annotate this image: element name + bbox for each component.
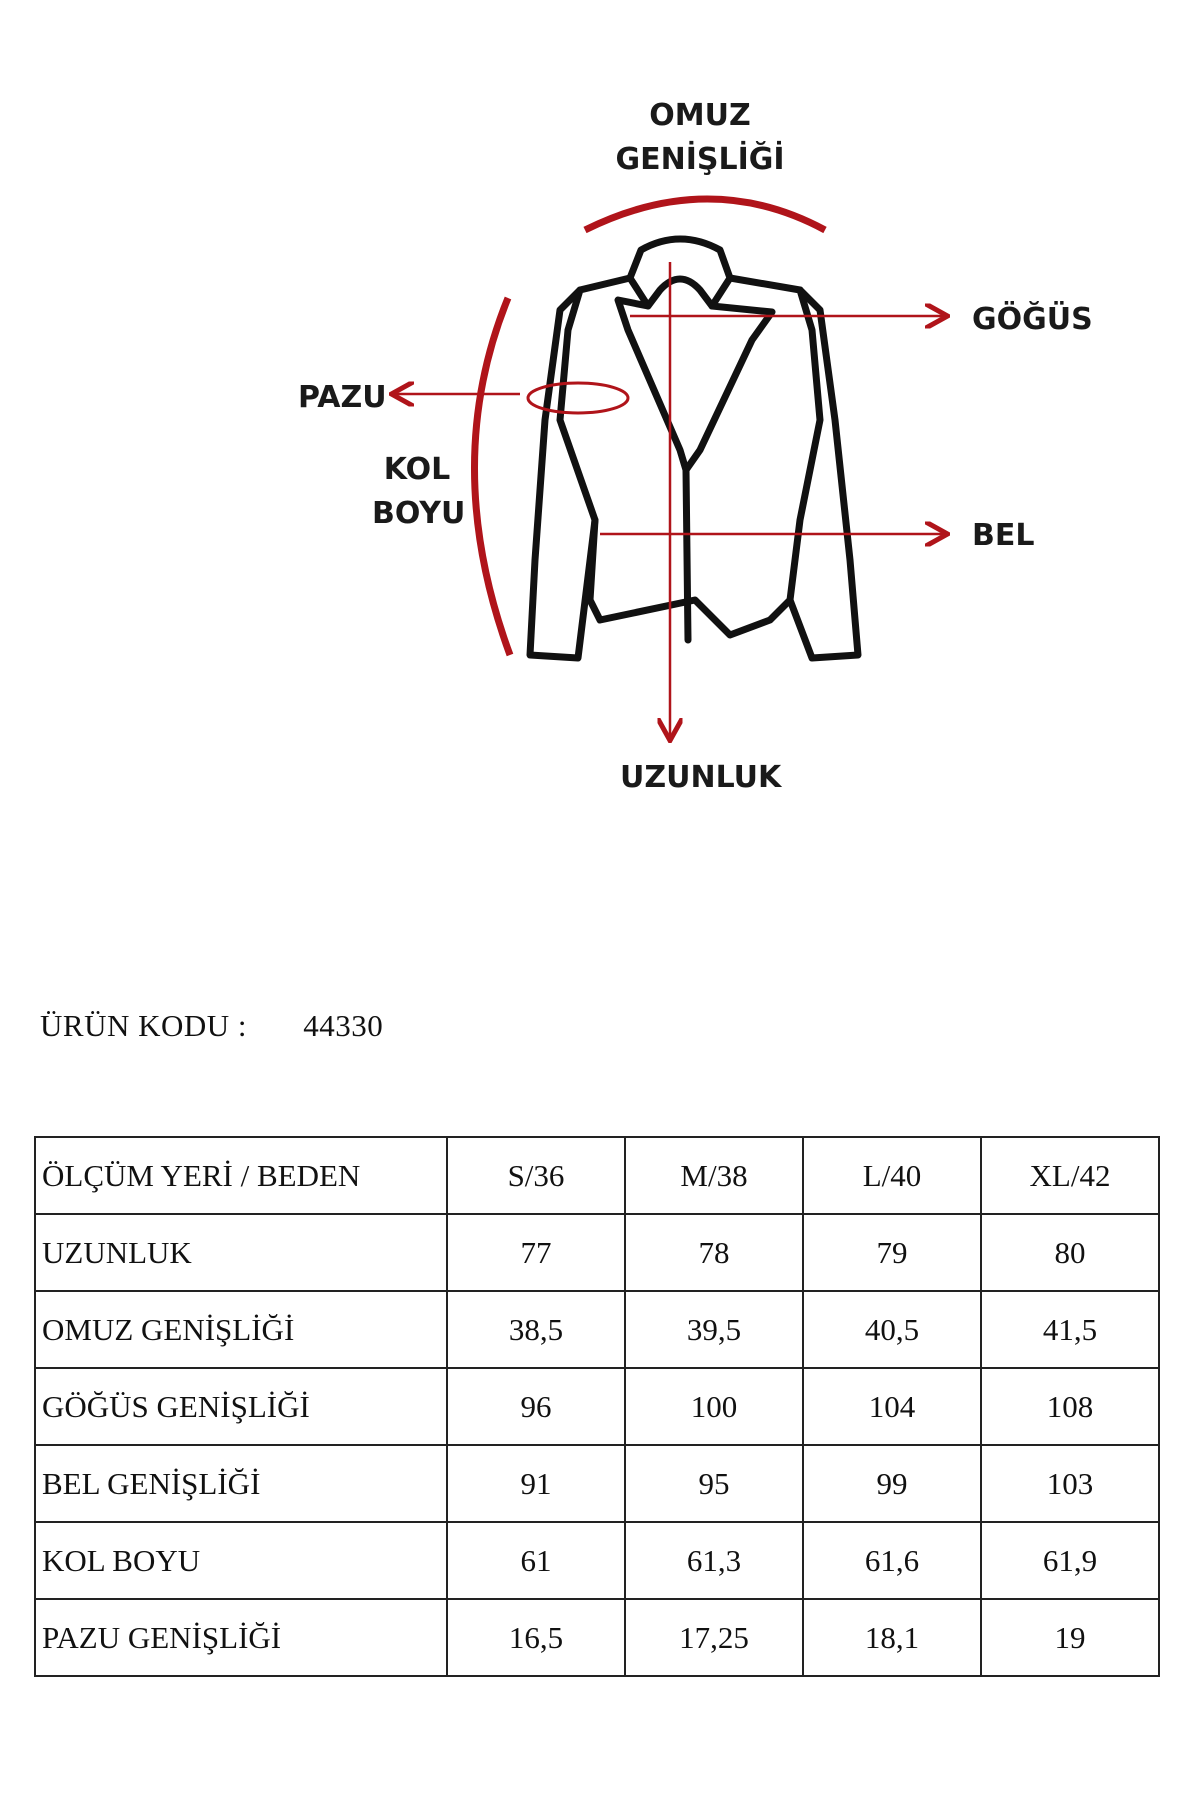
table-cell: 41,5 [981,1291,1159,1368]
table-cell: 108 [981,1368,1159,1445]
row-label: KOL BOYU [35,1522,447,1599]
bicep-ellipse [528,383,628,413]
table-cell: 103 [981,1445,1159,1522]
table-cell: 61,3 [625,1522,803,1599]
table-cell: 61,6 [803,1522,981,1599]
sleeve-label-line1: KOL [383,452,451,487]
shoulder-label-line2: GENİŞLİĞİ [615,141,785,177]
size-chart-table [34,1136,1160,1677]
sleeve-arc [474,298,510,655]
table-cell: 104 [803,1368,981,1445]
jacket-outline [530,239,858,658]
chest-label: GÖĞÜS [972,302,1093,337]
shoulder-arc [585,199,825,230]
table-cell: 95 [625,1445,803,1522]
table-cell: 79 [803,1214,981,1291]
table-row [35,1522,1159,1599]
product-code-value: 44330 [303,1008,384,1043]
table-row [35,1368,1159,1445]
waist-label: BEL [972,518,1035,553]
table-cell: 16,5 [447,1599,625,1676]
product-code-row [40,1008,383,1044]
table-cell: 19 [981,1599,1159,1676]
header-cell: ÖLÇÜM YERİ / BEDEN [35,1137,447,1214]
shoulder-width-label [610,94,790,181]
table-row [35,1291,1159,1368]
header-cell: M/38 [625,1137,803,1214]
table-cell: 96 [447,1368,625,1445]
row-label: BEL GENİŞLİĞİ [35,1445,447,1522]
header-cell: S/36 [447,1137,625,1214]
row-label: GÖĞÜS GENİŞLİĞİ [35,1368,447,1445]
table-row [35,1214,1159,1291]
row-label: PAZU GENİŞLİĞİ [35,1599,447,1676]
row-label: OMUZ GENİŞLİĞİ [35,1291,447,1368]
table-cell: 38,5 [447,1291,625,1368]
table-cell: 17,25 [625,1599,803,1676]
bicep-label: PAZU [298,380,387,415]
table-cell: 18,1 [803,1599,981,1676]
shoulder-label-line1: OMUZ [649,98,751,133]
table-cell: 61 [447,1522,625,1599]
table-cell: 78 [625,1214,803,1291]
measurement-guides [394,199,945,738]
header-cell: L/40 [803,1137,981,1214]
table-cell: 80 [981,1214,1159,1291]
product-code-label: ÜRÜN KODU : [40,1008,247,1043]
table-cell: 100 [625,1368,803,1445]
row-label: UZUNLUK [35,1214,447,1291]
table-header-row [35,1137,1159,1214]
header-cell: XL/42 [981,1137,1159,1214]
table-cell: 61,9 [981,1522,1159,1599]
length-label: UZUNLUK [620,760,782,795]
table-row [35,1599,1159,1676]
table-cell: 99 [803,1445,981,1522]
sleeve-label-line2: BOYU [372,495,466,531]
table-cell: 40,5 [803,1291,981,1368]
table-cell: 39,5 [625,1291,803,1368]
sleeve-length-label [372,448,466,535]
table-cell: 77 [447,1214,625,1291]
table-cell: 91 [447,1445,625,1522]
table-row [35,1445,1159,1522]
